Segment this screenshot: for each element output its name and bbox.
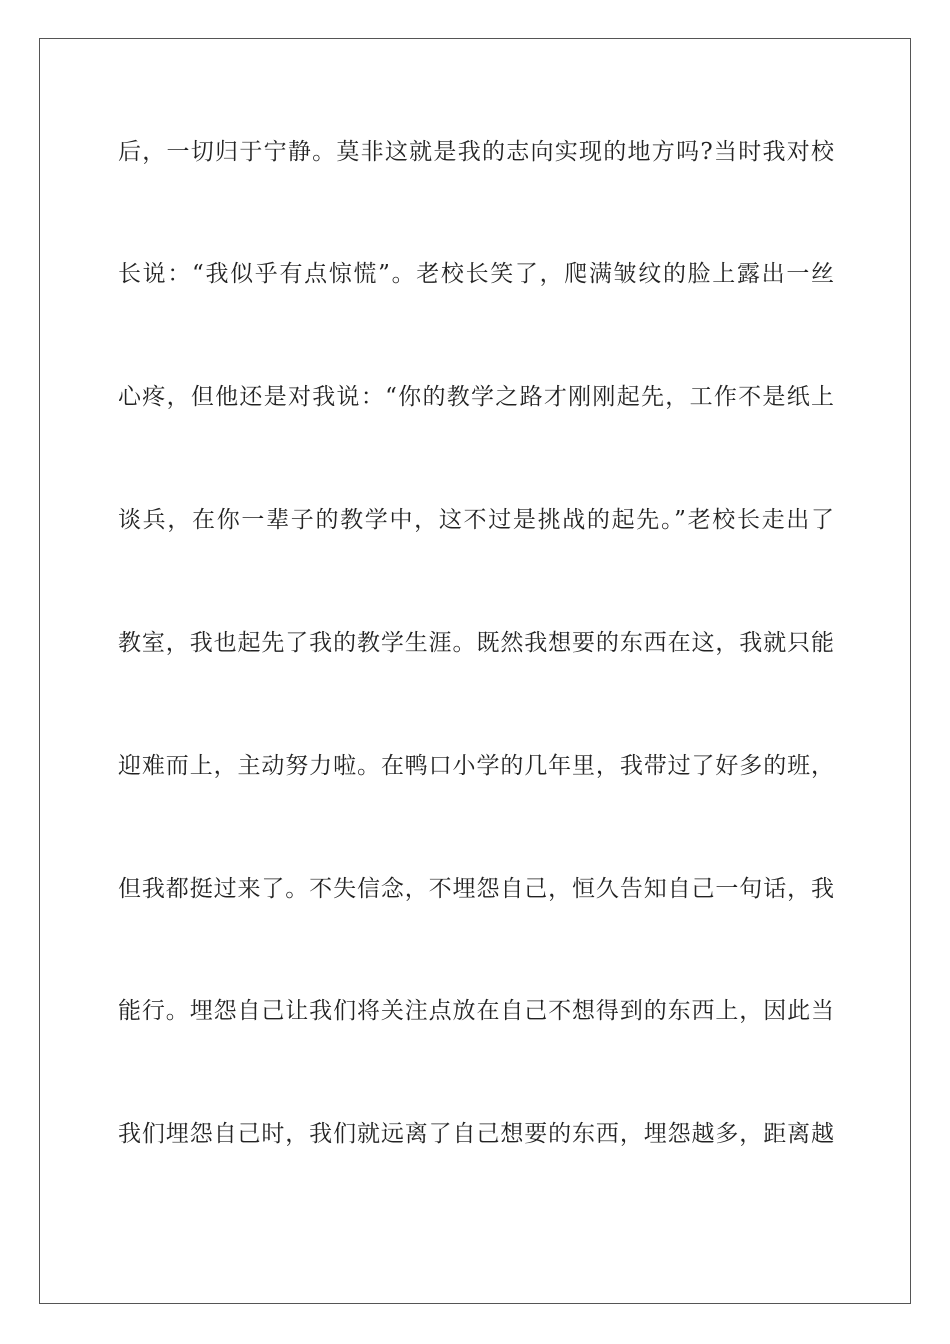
text-line: 迎难而上，主动努力啦。在鸭口小学的几年里，我带过了好多的班， — [118, 753, 834, 779]
text-line: 心疼，但他还是对我说：“你的教学之路才刚刚起先，工作不是纸上 — [118, 384, 834, 410]
text-line: 谈兵，在你一辈子的教学中，这不过是挑战的起先。”老校长走出了 — [118, 507, 834, 533]
text-line: 后，一切归于宁静。莫非这就是我的志向实现的地方吗?当时我对校 — [118, 139, 834, 165]
text-line: 我们埋怨自己时，我们就远离了自己想要的东西，埋怨越多，距离越 — [118, 1121, 834, 1147]
text-line: 长说：“我似乎有点惊慌”。老校长笑了，爬满皱纹的脸上露出一丝 — [118, 261, 834, 287]
text-line: 但我都挺过来了。不失信念，不埋怨自己，恒久告知自己一句话，我 — [118, 876, 834, 902]
text-line: 能行。埋怨自己让我们将关注点放在自己不想得到的东西上，因此当 — [118, 998, 834, 1024]
text-line: 教室，我也起先了我的教学生涯。既然我想要的东西在这，我就只能 — [118, 630, 834, 656]
